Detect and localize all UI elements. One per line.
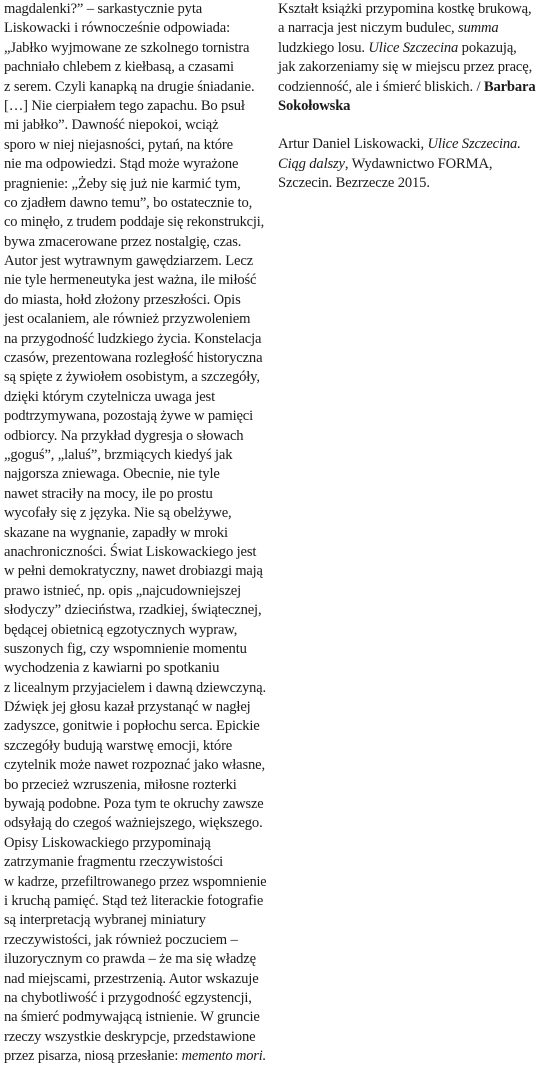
text-line: Ciąg dalszy, Wydawnictwo FORMA,	[278, 155, 493, 172]
book-title: Ulice Szczecina.	[427, 136, 521, 153]
text-line: codzienność, ale i śmierć bliskich. / Barbara	[278, 78, 536, 95]
text-line: nad miejscami, przestrzenią. Autor wskazuje	[4, 970, 259, 987]
text-line: co zjadłem dawno temu”, bo ostatecznie to,	[4, 194, 253, 211]
text-line: Dźwięk jej głosu kazał przystanąć w nagłej	[4, 699, 251, 716]
text-line: Autor jest wytrawnym gawędziarzem. Lecz	[4, 253, 254, 270]
right-column	[278, 0, 536, 194]
text-line: jak zakorzeniamy się w miejscu przez pracę,	[278, 59, 533, 76]
text-line: szczegóły budują warstwę emocji, które	[4, 737, 233, 754]
text-line: Opisy Liskowackiego przypominają	[4, 834, 211, 851]
text-line: zadyszce, gonitwie i popłochu serca. Epickie	[4, 718, 260, 735]
text-line: anachroniczności. Świat Liskowackiego jest	[4, 543, 257, 560]
text-line: najgorsza zniewaga. Obecnie, nie tyle	[4, 466, 220, 483]
text-line: czasów, prezentowana rozległość historyczna	[4, 350, 263, 367]
text-line: pragnienie: „Żeby się już nie karmić tym,	[4, 175, 241, 192]
text-line: czytelnik może nawet rozpoznać jako własne,	[4, 757, 265, 774]
text-line: ludzkiego losu. Ulice Szczecina pokazują,	[278, 39, 517, 56]
text-line: sporo w niej niejasności, pytań, na które	[4, 136, 233, 153]
text-line: mi jabłko”. Dawność niepokoi, wciąż	[4, 117, 219, 134]
text-line: wychodzenia z kawiarni po spotkaniu	[4, 660, 220, 677]
text-line: Szczecin. Bezrzecze 2015.	[278, 175, 430, 192]
text-line: prawo istnieć, np. opis „najcudowniejszej	[4, 582, 242, 599]
text-line: w pełni demokratyczny, nawet drobiazgi mają	[4, 563, 263, 580]
text-line: iluzorycznym co prawda – że ma się władzę	[4, 951, 256, 968]
text-line: rzeczywistości, jak również poczuciem –	[4, 931, 238, 948]
text-line: zatrzymanie fragmentu rzeczywistości	[4, 854, 224, 871]
bibliographic-note	[278, 135, 536, 193]
text-line: jest ocalaniem, ale również przyzwoleniem	[4, 311, 251, 328]
text-line: z licealnym przyjacielem i dawną dziewczyną.	[4, 679, 266, 696]
text-line: Kształt książki przypomina kostkę brukową,	[278, 1, 532, 17]
text-line: skazane na wygnanie, zapadły w mroki	[4, 524, 228, 541]
text-line: w kadrze, przefiltrowanego przez wspomnienie	[4, 873, 267, 890]
text-line: Artur Daniel Liskowacki, Ulice Szczecina.	[278, 136, 521, 153]
text-line: Liskowacki i równocześnie odpowiada:	[4, 20, 231, 37]
text-line: z serem. Czyli kanapką na drugie śniadanie.	[4, 78, 255, 95]
text-line: magdalenki?” – sarkastycznie pyta	[4, 1, 203, 17]
text-line: nie tyle hermeneutyka jest ważna, ile miłość	[4, 272, 257, 289]
text-line: pachniało chlebem z kiełbasą, a czasami	[4, 59, 234, 76]
text-line: bywają podobne. Poza tym te okruchy zawsze	[4, 796, 264, 813]
text-line: „Jabłko wyjmowane ze szkolnego tornistra	[4, 39, 250, 56]
author-name: Sokołowska	[278, 97, 351, 114]
text-line: są spięte z żywiołem osobistym, a szczegóły,	[4, 369, 260, 386]
left-column	[4, 0, 266, 1066]
latin-phrase: memento mori.	[181, 1048, 267, 1065]
text-line: na śmierć podmywającą istnienie. W gruncie	[4, 1009, 260, 1026]
text-line: są interpretacją wybranej miniatury	[4, 912, 206, 929]
text-line: bywa zmacerowane przez nostalgię, czas.	[4, 233, 242, 250]
text-line	[278, 97, 536, 116]
text-line: na przygodność ludzkiego życia. Konstelacja	[4, 330, 262, 347]
book-subtitle: Ciąg dalszy	[278, 155, 345, 172]
review-closing-paragraph	[278, 0, 536, 116]
text-line: suszonych fig, czy wspomnienie momentu	[4, 640, 247, 657]
text-line: wycofały się z języka. Nie są obelżywe,	[4, 505, 232, 522]
text-line: […] Nie cierpiałem tego zapachu. Bo psuł	[4, 97, 245, 114]
text-line: na chybotliwość i przygodność egzystencji,	[4, 989, 252, 1006]
text-line: a narracja jest niczym budulec, summa	[278, 20, 499, 37]
text-line: nie ma odpowiedzi. Stąd może wyrażone	[4, 156, 239, 173]
text-line: „goguś”, „laluś”, brzmiących kiedyś jak	[4, 446, 233, 463]
author-name: Barbara	[483, 78, 536, 95]
text-line: bo przecież wzruszenia, miłosne rozterki	[4, 776, 237, 793]
text-line: dzięki którym czytelnicza uwaga jest	[4, 388, 215, 405]
text-line: będącej obietnicą egzotycznych wypraw,	[4, 621, 238, 638]
text-line: podtrzymywana, pozostają żywe w pamięci	[4, 408, 254, 425]
text-line: i kruchą pamięć. Stąd też literackie fotografie	[4, 892, 264, 909]
text-line: słodyczy” dzieciństwa, rzadkiej, świątecznej,	[4, 602, 262, 619]
text-line: odbiorcy. Na przykład dygresja o słowach	[4, 427, 244, 444]
text-line: odsyłają do czegoś ważniejszego, większego.	[4, 815, 263, 832]
text-line: co minęło, z trudem poddaje się rekonstrukcji,	[4, 214, 265, 231]
text-line: nawet straciły na mocy, ile po prostu	[4, 485, 213, 502]
text-line: przez pisarza, niosą przesłanie: memento mori.	[4, 1048, 267, 1065]
text-line: do miasta, hołd złożony przeszłości. Opis	[4, 291, 241, 308]
text-line: rzeczy wszystkie deskrypcje, przedstawione	[4, 1028, 256, 1045]
